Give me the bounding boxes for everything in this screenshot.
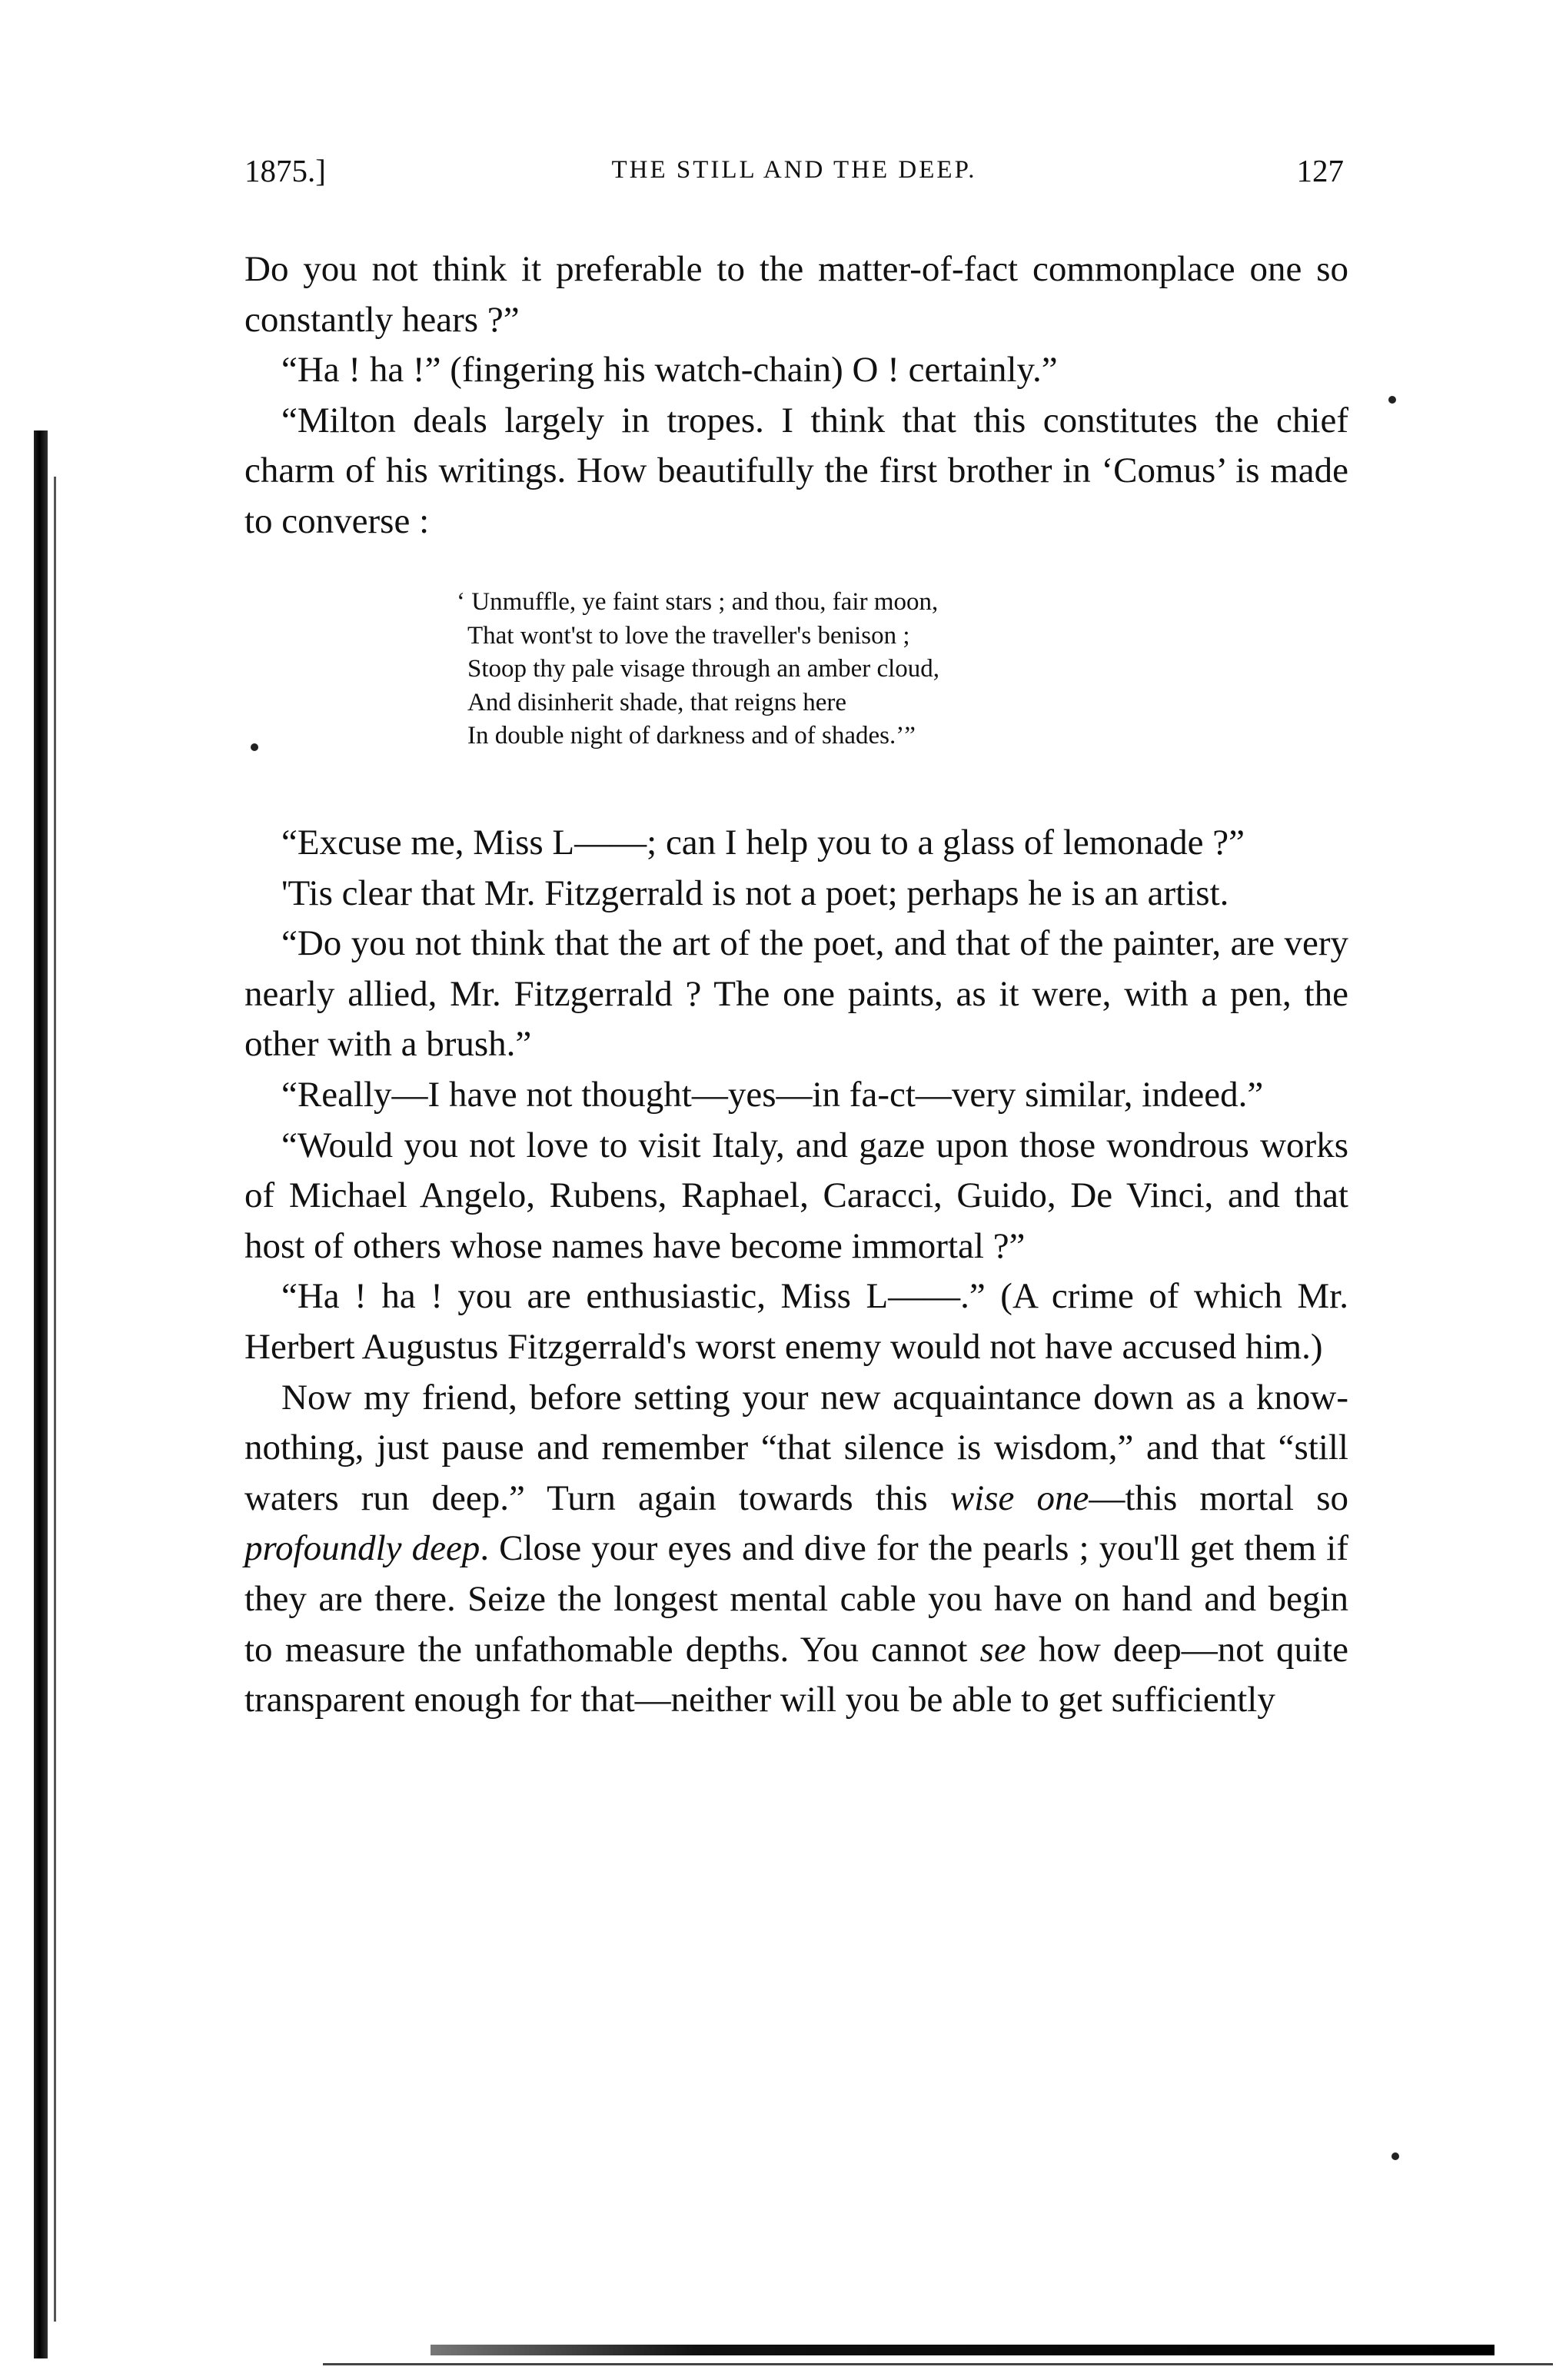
bottom-thin-rule xyxy=(323,2363,1553,2365)
page-number: 127 xyxy=(1296,153,1344,188)
text-block-top xyxy=(244,244,1348,547)
italic-phrase: profoundly deep xyxy=(244,1528,480,1569)
verse-line: ‘ Unmuffle, ye faint stars ; and thou, fair moon, xyxy=(457,588,939,616)
header-title: THE STILL AND THE DEEP. xyxy=(611,156,977,184)
bottom-rule xyxy=(431,2345,1494,2355)
verse-quotation xyxy=(457,586,1348,753)
paragraph: “Do you not think that the art of the poet, and that of the painter, are very nearly allied, Mr. Fitzgerrald ? The one paints, as it were, with a pen, the other with a brush.” xyxy=(244,923,1348,1065)
italic-phrase: see xyxy=(979,1629,1026,1670)
text-run: —this mortal so xyxy=(1089,1478,1348,1518)
paragraph: “Would you not love to visit Italy, and gaze upon those wondrous works of Michael Angelo, Rubens, Raphael, Caracci, Guido, De Vinci, and that host of others whose names have become immortal ?” xyxy=(244,1125,1348,1266)
paragraph: Do you not think it preferable to the matter-of-fact commonplace one so constantly hears ?” xyxy=(244,249,1348,340)
paragraph: “Really—I have not thought—yes—in fa-ct—very similar, indeed.” xyxy=(281,1074,1264,1115)
running-header xyxy=(244,152,1344,198)
verse-line: That wont'st to love the traveller's benison ; xyxy=(467,621,910,650)
verse-line: Stoop thy pale visage through an amber cloud, xyxy=(467,655,940,683)
verse-line: And disinherit shade, that reigns here xyxy=(467,688,847,716)
left-margin-thin-rule xyxy=(54,477,56,2322)
text-block-bottom xyxy=(244,818,1348,1726)
left-margin-rule xyxy=(34,430,48,2358)
paragraph: “Milton deals largely in tropes. I think that this constitutes the chief charm of his writings. How beautifully the first brother in ‘Comus’ is made to converse : xyxy=(244,400,1348,541)
paragraph: “Excuse me, Miss L——; can I help you to a glass of lemonade ?” xyxy=(281,823,1245,863)
ink-speck xyxy=(251,743,258,751)
header-year: 1875.] xyxy=(244,153,326,188)
ink-speck xyxy=(1388,396,1396,404)
paragraph: “Ha ! ha ! you are enthusiastic, Miss L——.” (A crime of which Mr. Herbert Augustus Fitzgerrald's worst enemy would not have accused him.) xyxy=(244,1276,1348,1367)
italic-phrase: wise one xyxy=(949,1478,1089,1518)
verse-line: In double night of darkness and of shades.’” xyxy=(467,722,916,750)
text-run: Now my friend, before setting your new acquaintance down as a know-nothing, just pause and remember “that silence is wisdom,” and that “still waters run deep.” Turn again towards this xyxy=(244,1377,1348,1518)
ink-speck xyxy=(1391,2152,1399,2160)
paragraph: 'Tis clear that Mr. Fitzgerrald is not a poet; perhaps he is an artist. xyxy=(281,873,1229,913)
text-run: . Close your eyes and dive for the pearls ; you'll get them if they are there. Seize the longest mental cable you have on hand and begin to measure the unfathomable depths. You cannot xyxy=(244,1528,1348,1670)
paragraph: “Ha ! ha !” (fingering his watch-chain) O ! certainly.” xyxy=(281,350,1058,391)
paragraph-final xyxy=(244,1373,1348,1726)
text-run: how deep—not quite transparent enough for that—neither will you be able to get sufficiently xyxy=(244,1629,1348,1720)
